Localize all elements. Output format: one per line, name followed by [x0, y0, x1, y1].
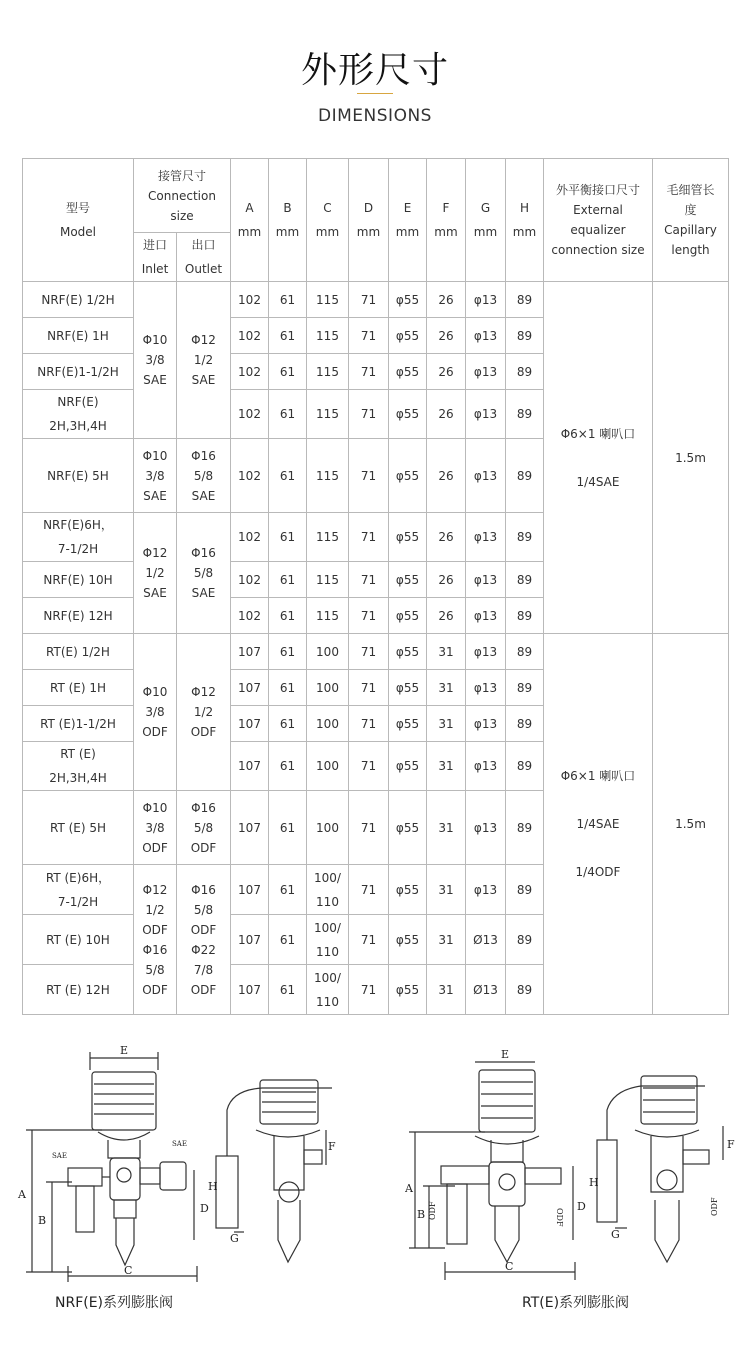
dim-b-cell: 61 — [269, 670, 307, 706]
dim-h-cell: 89 — [506, 915, 544, 965]
equalizer-header: 外平衡接口尺寸 External equalizer connection size — [544, 159, 653, 282]
dim-d-cell: 71 — [349, 915, 389, 965]
dim-h-cell: 89 — [506, 318, 544, 354]
dim-b-cell: 61 — [269, 318, 307, 354]
dim-d-cell: 71 — [349, 390, 389, 439]
title-divider — [357, 93, 393, 94]
dim-c-cell: 115 — [307, 390, 349, 439]
model-cell: NRF(E) 1/2H — [23, 282, 134, 318]
model-cell: RT (E) 2H,3H,4H — [23, 742, 134, 791]
dim-b-header: B mm — [269, 159, 307, 282]
dim-f-cell: 31 — [427, 706, 466, 742]
dim-f-cell: 26 — [427, 282, 466, 318]
dim-c-cell: 100 — [307, 706, 349, 742]
dim-c-cell: 115 — [307, 513, 349, 562]
dim-b-cell: 61 — [269, 390, 307, 439]
dim-f-cell: 31 — [427, 742, 466, 791]
dim-f-cell: 31 — [427, 670, 466, 706]
dim-d-cell: 71 — [349, 742, 389, 791]
dim-g-cell: φ13 — [466, 791, 506, 865]
rt-label-e: E — [501, 1048, 510, 1061]
dim-d-cell: 71 — [349, 670, 389, 706]
outlet-header: 出口 Outlet — [177, 233, 231, 282]
capillary-cell: 1.5m — [653, 634, 729, 1015]
dim-d-cell: 71 — [349, 513, 389, 562]
table-row — [23, 634, 729, 670]
dim-a-cell: 107 — [231, 706, 269, 742]
dim-b-cell: 61 — [269, 598, 307, 634]
label-d: D — [200, 1202, 209, 1215]
dim-e-cell: φ55 — [389, 706, 427, 742]
dim-e-cell: φ55 — [389, 670, 427, 706]
dim-b-cell: 61 — [269, 634, 307, 670]
dim-a-cell: 102 — [231, 318, 269, 354]
label-g: G — [230, 1232, 239, 1245]
dim-g-cell: φ13 — [466, 390, 506, 439]
dim-f-cell: 26 — [427, 390, 466, 439]
dim-f-cell: 31 — [427, 634, 466, 670]
dim-d-cell: 71 — [349, 791, 389, 865]
capillary-header: 毛细管长 度 Capillary length — [653, 159, 729, 282]
dim-e-cell: φ55 — [389, 390, 427, 439]
model-header: 型号 Model — [23, 159, 134, 282]
dim-b-cell: 61 — [269, 865, 307, 915]
dim-a-cell: 102 — [231, 562, 269, 598]
label-f: F — [328, 1140, 336, 1153]
model-cell: NRF(E) 2H,3H,4H — [23, 390, 134, 439]
dim-h-cell: 89 — [506, 706, 544, 742]
dim-a-cell: 107 — [231, 742, 269, 791]
label-b: B — [38, 1214, 47, 1227]
dim-c-cell: 100/ 110 — [307, 965, 349, 1015]
dim-c-cell: 115 — [307, 354, 349, 390]
model-cell: RT(E) 1/2H — [23, 634, 134, 670]
dim-c-cell: 100 — [307, 742, 349, 791]
dim-f-cell: 31 — [427, 865, 466, 915]
dim-g-cell: φ13 — [466, 513, 506, 562]
inlet-cell: Φ10 3/8 ODF — [134, 791, 177, 865]
outlet-cell: Φ16 5/8 ODF Φ22 7/8 ODF — [177, 865, 231, 1015]
capillary-cell: 1.5m — [653, 282, 729, 634]
inlet-cell: Φ12 1/2 ODF Φ16 5/8 ODF — [134, 865, 177, 1015]
nrf-drawing-caption: NRF(E)系列膨胀阀 — [55, 1295, 174, 1311]
label-sae-2: SAE — [172, 1140, 187, 1148]
dim-e-cell: φ55 — [389, 791, 427, 865]
dim-c-header: C mm — [307, 159, 349, 282]
dim-d-cell: 71 — [349, 598, 389, 634]
dim-g-cell: φ13 — [466, 354, 506, 390]
rt-label-odf-2: ODF — [555, 1208, 564, 1227]
equalizer-cell: Φ6×1 喇叭口 1/4SAE — [544, 282, 653, 634]
dim-h-cell: 89 — [506, 513, 544, 562]
dim-c-cell: 100/ 110 — [307, 915, 349, 965]
rt-drawing-caption: RT(E)系列膨胀阀 — [522, 1295, 630, 1311]
model-cell: RT (E) 5H — [23, 791, 134, 865]
dim-b-cell: 61 — [269, 742, 307, 791]
model-cell: NRF(E) 12H — [23, 598, 134, 634]
dim-h-cell: 89 — [506, 439, 544, 513]
dim-e-cell: φ55 — [389, 634, 427, 670]
dim-g-cell: φ13 — [466, 318, 506, 354]
dim-d-cell: 71 — [349, 318, 389, 354]
dim-a-header: A mm — [231, 159, 269, 282]
dim-b-cell: 61 — [269, 965, 307, 1015]
inlet-cell: Φ12 1/2 SAE — [134, 513, 177, 634]
rt-label-d: D — [577, 1200, 586, 1213]
dim-a-cell: 107 — [231, 915, 269, 965]
page-title: 外形尺寸 — [300, 50, 449, 91]
rt-label-c: C — [505, 1260, 514, 1273]
dim-d-cell: 71 — [349, 282, 389, 318]
dim-g-cell: φ13 — [466, 634, 506, 670]
inlet-cell: Φ10 3/8 SAE — [134, 282, 177, 439]
dim-h-cell: 89 — [506, 965, 544, 1015]
model-cell: NRF(E) 5H — [23, 439, 134, 513]
model-cell: RT (E) 12H — [23, 965, 134, 1015]
dim-c-cell: 115 — [307, 318, 349, 354]
dim-h-cell: 89 — [506, 598, 544, 634]
dim-f-cell: 26 — [427, 354, 466, 390]
dim-e-cell: φ55 — [389, 354, 427, 390]
label-h: H — [208, 1180, 218, 1193]
outlet-cell: Φ12 1/2 ODF — [177, 634, 231, 791]
dim-h-header: H mm — [506, 159, 544, 282]
dim-f-cell: 31 — [427, 915, 466, 965]
model-cell: NRF(E) 1H — [23, 318, 134, 354]
model-cell: NRF(E)6H， 7-1/2H — [23, 513, 134, 562]
rt-label-g: G — [611, 1228, 620, 1241]
dim-a-cell: 107 — [231, 965, 269, 1015]
label-a: A — [18, 1188, 26, 1201]
dim-d-cell: 71 — [349, 562, 389, 598]
inlet-header: 进口 Inlet — [134, 233, 177, 282]
dim-h-cell: 89 — [506, 390, 544, 439]
dim-e-cell: φ55 — [389, 915, 427, 965]
dim-h-cell: 89 — [506, 354, 544, 390]
outlet-cell: Φ16 5/8 SAE — [177, 513, 231, 634]
dim-g-cell: Ø13 — [466, 965, 506, 1015]
dim-e-cell: φ55 — [389, 282, 427, 318]
dim-a-cell: 107 — [231, 670, 269, 706]
dim-h-cell: 89 — [506, 742, 544, 791]
dim-f-cell: 26 — [427, 598, 466, 634]
dim-c-cell: 115 — [307, 598, 349, 634]
rt-label-a: A — [405, 1182, 413, 1195]
dim-e-cell: φ55 — [389, 562, 427, 598]
dim-f-cell: 26 — [427, 562, 466, 598]
model-cell: NRF(E) 10H — [23, 562, 134, 598]
dim-a-cell: 107 — [231, 634, 269, 670]
dim-f-cell: 31 — [427, 965, 466, 1015]
dim-a-cell: 102 — [231, 282, 269, 318]
outlet-cell: Φ16 5/8 SAE — [177, 439, 231, 513]
dim-e-cell: φ55 — [389, 513, 427, 562]
table-row — [23, 282, 729, 318]
dim-f-cell: 26 — [427, 318, 466, 354]
nrf-valve-drawing — [12, 1040, 372, 1285]
dim-h-cell: 89 — [506, 791, 544, 865]
inlet-cell: Φ10 3/8 ODF — [134, 634, 177, 791]
dim-b-cell: 61 — [269, 513, 307, 562]
rt-label-odf-1: ODF — [428, 1201, 437, 1220]
dim-d-cell: 71 — [349, 354, 389, 390]
dim-g-header: G mm — [466, 159, 506, 282]
dim-e-header: E mm — [389, 159, 427, 282]
dim-e-cell: φ55 — [389, 318, 427, 354]
model-cell: RT (E)1-1/2H — [23, 706, 134, 742]
label-c: C — [124, 1264, 133, 1277]
dim-b-cell: 61 — [269, 706, 307, 742]
dim-a-cell: 102 — [231, 598, 269, 634]
dim-b-cell: 61 — [269, 282, 307, 318]
dim-b-cell: 61 — [269, 562, 307, 598]
dim-g-cell: Ø13 — [466, 915, 506, 965]
dim-d-cell: 71 — [349, 439, 389, 513]
dim-c-cell: 115 — [307, 282, 349, 318]
dim-b-cell: 61 — [269, 354, 307, 390]
connection-header: 接管尺寸 Connection size — [134, 159, 231, 233]
dim-c-cell: 115 — [307, 562, 349, 598]
dim-c-cell: 115 — [307, 439, 349, 513]
dim-f-cell: 26 — [427, 439, 466, 513]
dim-h-cell: 89 — [506, 670, 544, 706]
dim-g-cell: φ13 — [466, 706, 506, 742]
dim-d-cell: 71 — [349, 865, 389, 915]
dim-a-cell: 107 — [231, 865, 269, 915]
dim-g-cell: φ13 — [466, 598, 506, 634]
dim-c-cell: 100 — [307, 791, 349, 865]
dim-g-cell: φ13 — [466, 562, 506, 598]
dim-a-cell: 102 — [231, 354, 269, 390]
dim-d-cell: 71 — [349, 634, 389, 670]
dim-g-cell: φ13 — [466, 865, 506, 915]
dim-f-cell: 31 — [427, 791, 466, 865]
dim-b-cell: 61 — [269, 915, 307, 965]
dim-d-cell: 71 — [349, 965, 389, 1015]
dim-a-cell: 102 — [231, 390, 269, 439]
dim-f-cell: 26 — [427, 513, 466, 562]
dim-h-cell: 89 — [506, 282, 544, 318]
dim-e-cell: φ55 — [389, 965, 427, 1015]
dim-b-cell: 61 — [269, 439, 307, 513]
equalizer-cell: Φ6×1 喇叭口 1/4SAE 1/4ODF — [544, 634, 653, 1015]
dim-g-cell: φ13 — [466, 670, 506, 706]
dim-g-cell: φ13 — [466, 282, 506, 318]
rt-label-f: F — [727, 1138, 735, 1151]
dim-a-cell: 107 — [231, 791, 269, 865]
inlet-cell: Φ10 3/8 SAE — [134, 439, 177, 513]
dim-d-header: D mm — [349, 159, 389, 282]
dim-h-cell: 89 — [506, 865, 544, 915]
outlet-cell: Φ16 5/8 ODF — [177, 791, 231, 865]
dim-e-cell: φ55 — [389, 865, 427, 915]
dim-e-cell: φ55 — [389, 439, 427, 513]
dim-g-cell: φ13 — [466, 439, 506, 513]
header-row — [23, 159, 729, 233]
dim-e-cell: φ55 — [389, 742, 427, 791]
model-cell: RT (E) 1H — [23, 670, 134, 706]
dim-g-cell: φ13 — [466, 742, 506, 791]
dim-h-cell: 89 — [506, 562, 544, 598]
dim-a-cell: 102 — [231, 513, 269, 562]
dim-c-cell: 100/ 110 — [307, 865, 349, 915]
dim-b-cell: 61 — [269, 791, 307, 865]
dim-c-cell: 100 — [307, 670, 349, 706]
page-subtitle: DIMENSIONS — [318, 106, 432, 126]
dim-d-cell: 71 — [349, 706, 389, 742]
model-cell: RT (E)6H， 7-1/2H — [23, 865, 134, 915]
label-e: E — [120, 1044, 129, 1057]
rt-label-odf-3: ODF — [710, 1197, 719, 1216]
rt-label-h: H — [589, 1176, 599, 1189]
dim-f-header: F mm — [427, 159, 466, 282]
outlet-cell: Φ12 1/2 SAE — [177, 282, 231, 439]
dim-h-cell: 89 — [506, 634, 544, 670]
rt-valve-drawing — [405, 1040, 745, 1285]
rt-label-b: B — [417, 1208, 426, 1221]
dimensions-table — [22, 158, 729, 1015]
model-cell: NRF(E)1-1/2H — [23, 354, 134, 390]
label-sae-1: SAE — [52, 1152, 67, 1160]
dim-e-cell: φ55 — [389, 598, 427, 634]
dim-c-cell: 100 — [307, 634, 349, 670]
dim-a-cell: 102 — [231, 439, 269, 513]
model-cell: RT (E) 10H — [23, 915, 134, 965]
